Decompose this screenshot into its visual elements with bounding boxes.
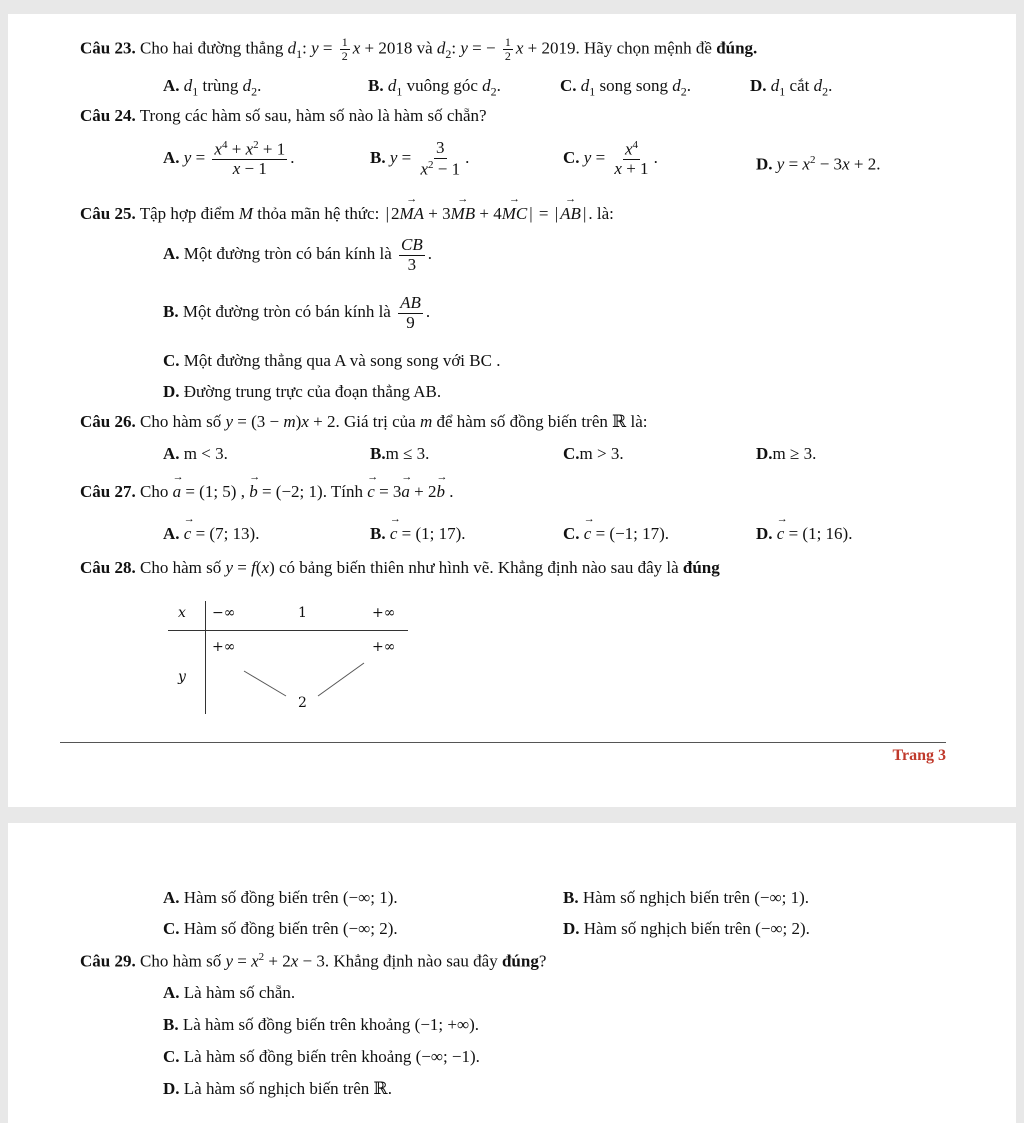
option-28d[interactable]: D. Hàm số nghịch biến trên (−∞; 2). — [563, 919, 810, 938]
option-24b[interactable]: B. y = $\frac{3}{x^2 - 1}$ . — [370, 138, 470, 179]
option-23a[interactable]: A. $d_1$ trùng $d_2$. — [163, 76, 262, 99]
option-27b[interactable]: B. → c = (1; 17). — [370, 524, 466, 544]
footer-divider — [60, 742, 946, 743]
option-29c[interactable]: C. Là hàm số đồng biến trên khoảng (−∞; −1). — [163, 1047, 480, 1066]
option-25a[interactable]: A. Một đường tròn có bán kính là $\frac{CB}{3}$ . — [163, 235, 433, 274]
option-27a[interactable]: A. → c = (7; 13). — [163, 524, 259, 544]
option-23b[interactable]: B. $d_1$ vuông góc $d_2$. — [368, 76, 501, 99]
option-26d[interactable]: D.m ≥ 3. — [756, 444, 817, 463]
option-23d[interactable]: D. $d_1$ cắt $d_2$. — [750, 76, 833, 99]
table-y-val: 2 — [298, 695, 307, 711]
page-3 — [8, 14, 1016, 807]
option-25c[interactable]: C. Một đường thẳng qua A và song song với BC . — [163, 351, 501, 370]
option-28a[interactable]: A. Hàm số đồng biến trên (−∞; 1). — [163, 888, 398, 907]
option-24c[interactable]: C. y = $\frac{x^4}{x + 1}$ . — [563, 139, 658, 179]
option-28c[interactable]: C. Hàm số đồng biến trên (−∞; 2). — [163, 919, 398, 938]
option-26c[interactable]: C.m > 3. — [563, 444, 624, 463]
option-26a[interactable]: A. m < 3. — [163, 444, 228, 463]
question-24: Câu 24. Trong các hàm số sau, hàm số nào là hàm số chẵn? — [80, 106, 487, 125]
option-24d[interactable]: D. $y = x^2 - 3x + 2$. — [756, 154, 881, 174]
option-23c[interactable]: C. $d_1$ song song $d_2$. — [560, 76, 692, 99]
table-y-label: y — [178, 669, 186, 685]
question-26: Câu 26. Cho hàm số y = (3 − m)x + 2. Giá trị của m để hàm số đồng biến trên ℝ là: — [80, 412, 648, 431]
option-28b[interactable]: B. Hàm số nghịch biến trên (−∞; 1). — [563, 888, 809, 907]
table-x-val: +∞ — [372, 605, 396, 621]
option-26b[interactable]: B.m ≤ 3. — [370, 444, 430, 463]
question-number: Câu 23. — [80, 38, 136, 58]
table-x-label: x — [178, 605, 186, 621]
question-28: Câu 28. Cho hàm số y = f(x) có bảng biến thiên như hình vẽ. Khẳng định nào sau đây là đúng — [80, 558, 720, 577]
question-29: Câu 29. Cho hàm số $y = x^2 + 2x - 3$. Khẳng định nào sau đây đúng? — [80, 951, 547, 971]
option-27c[interactable]: C. → c = (−1; 17). — [563, 524, 669, 544]
table-y-val: +∞ — [372, 639, 396, 655]
table-y-val: +∞ — [212, 639, 236, 655]
option-27d[interactable]: D. → c = (1; 16). — [756, 524, 852, 544]
page-4 — [8, 823, 1016, 1123]
page-number: Trang 3 — [892, 747, 946, 764]
table-x-val: 1 — [298, 605, 307, 621]
option-24a[interactable]: A. y = $\frac{x^4 + x^2 + 1}{x - 1}$ . — [163, 139, 295, 179]
option-25b[interactable]: B. Một đường tròn có bán kính là $\frac{AB}{9}$ . — [163, 293, 431, 332]
option-29d[interactable]: D. Là hàm số nghịch biến trên ℝ. — [163, 1079, 392, 1098]
variation-table — [168, 599, 408, 714]
table-arrows — [168, 599, 408, 714]
question-27: Câu 27. Cho → a = (1; 5) , → b = (−2; 1). Tính → c = 3→ a + 2→ b . — [80, 482, 454, 502]
option-29a[interactable]: A. Là hàm số chẵn. — [163, 983, 296, 1002]
option-25d[interactable]: D. Đường trung trực của đoạn thẳng AB. — [163, 382, 442, 401]
question-25: Câu 25. Tập hợp điểm M thỏa mãn hệ thức: | 2→ MA + 3→ MB + 4→ MC | = |→ AB | . là: — [80, 204, 614, 224]
option-29b[interactable]: B. Là hàm số đồng biến trên khoảng (−1; +∞). — [163, 1015, 479, 1034]
table-x-val: −∞ — [212, 605, 236, 621]
question-23: Câu 23. Cho hai đường thẳng $d_1$: y = $\frac{1}{2}$ x + 2018 và $d_2$: y = − $\frac{1}{2}$ x + 2019. Hãy chọn mệnh đề đúng. — [80, 35, 758, 64]
